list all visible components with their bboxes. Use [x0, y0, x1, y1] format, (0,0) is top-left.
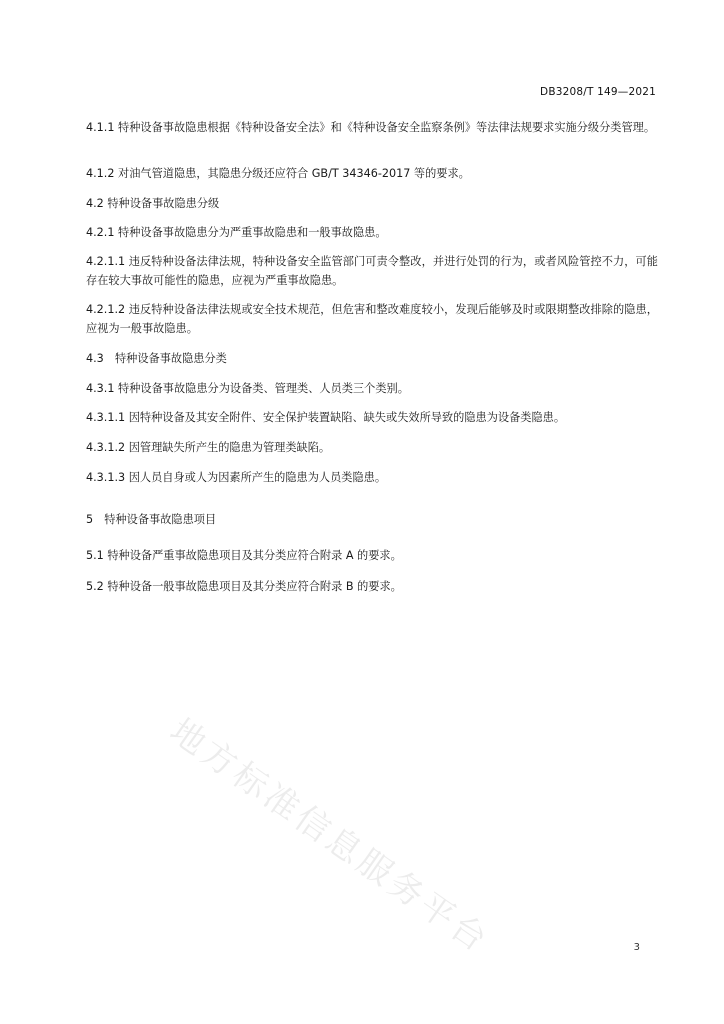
section-heading-4-2: 4.2 特种设备事故隐患分级	[86, 197, 220, 210]
clause-4-3-1-2: 4.3.1.2 因管理缺失所产生的隐患为管理类缺陷。	[86, 441, 331, 454]
watermark-text: 地方标准信息服务平台	[162, 710, 497, 962]
clause-4-2-1-1: 4.2.1.1 违反特种设备法律法规，特种设备安全监管部门可责令整改，并进行处罚的行为，或者风险管控不力，可能存在较大事故可能性的隐患，应视为严重事故隐患。	[86, 255, 658, 287]
page-number: 3	[633, 942, 640, 953]
clause-4-3-1: 4.3.1 特种设备事故隐患分为设备类、管理类、人员类三个类别。	[86, 382, 409, 395]
clause-4-1-1: 4.1.1 特种设备事故隐患根据《特种设备安全法》和《特种设备安全监察条例》等法律法规要求实施分级分类管理。	[86, 121, 656, 134]
clause-4-2-1: 4.2.1 特种设备事故隐患分为严重事故隐患和一般事故隐患。	[86, 226, 387, 239]
clause-4-3-1-3: 4.3.1.3 因人员自身或人为因素所产生的隐患为人员类隐患。	[86, 471, 387, 484]
section-heading-5: 5 特种设备事故隐患项目	[86, 513, 217, 526]
section-heading-4-3: 4.3 特种设备事故隐患分类	[86, 352, 227, 365]
clause-5-1: 5.1 特种设备严重事故隐患项目及其分类应符合附录 A 的要求。	[86, 549, 402, 562]
clause-4-3-1-1: 4.3.1.1 因特种设备及其安全附件、安全保护装置缺陷、缺失或失效所导致的隐患为设备类隐患。	[86, 411, 566, 424]
clause-5-2: 5.2 特种设备一般事故隐患项目及其分类应符合附录 B 的要求。	[86, 580, 402, 593]
header-divider	[86, 104, 656, 105]
document-number: DB3208/T 149—2021	[540, 86, 656, 98]
clause-4-1-2: 4.1.2 对油气管道隐患，其隐患分级还应符合 GB/T 34346-2017 等的要求。	[86, 167, 470, 180]
clause-4-2-1-2: 4.2.1.2 违反特种设备法律法规或安全技术规范，但危害和整改难度较小，发现后能够及时或限期整改排除的隐患，应视为一般事故隐患。	[86, 303, 658, 335]
